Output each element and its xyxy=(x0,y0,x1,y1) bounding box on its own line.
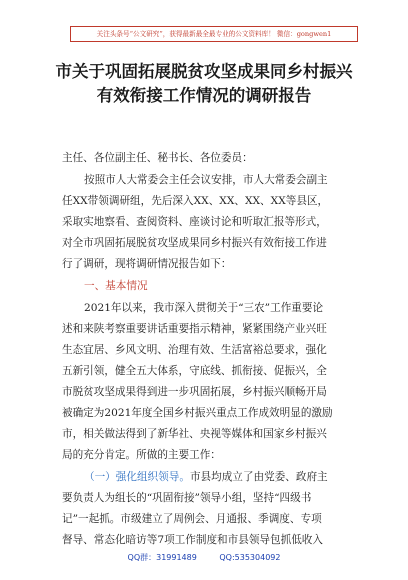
paragraph-line: 记”一起抓。市级建立了周例会、月通报、季调度、专项 xyxy=(62,513,322,525)
title-line-1: 市关于巩固拓展脱贫攻坚成果同乡村振兴 xyxy=(55,62,353,81)
paragraph-line: 五新引领，健全五大体系，守底线、抓衔接、促振兴，全 xyxy=(62,365,327,377)
document-title xyxy=(40,60,368,108)
paragraph-line: 2021年以来，我市深入贯彻关于“三农”工作重要论 xyxy=(84,302,324,314)
subsection-line xyxy=(84,467,376,488)
paragraph-line: 生态宜居、乡风文明、治理有效、生活富裕总要求，强化 xyxy=(62,344,327,356)
paragraph-line: 述和来陕考察重要讲话重要指示精神，紧紧围绕产业兴旺 xyxy=(62,323,327,335)
paragraph-line: 要负责人为组长的“巩固衔接”领导小组，坚持“四级书 xyxy=(62,492,312,504)
footer-qq: QQ:535304092 xyxy=(219,553,281,562)
footer-qq-group: QQ群：31991489 xyxy=(127,553,197,562)
paragraph-line: 任XX带领调研组，先后深入XX、XX、XX、XX等县区， xyxy=(62,195,329,207)
paragraph-line: 采取实地察看、查阅资料、座谈讨论和听取汇报等形式， xyxy=(62,216,327,228)
paragraph-line: 对全市巩固拓展脱贫攻坚成果同乡村振兴有效衔接工作进 xyxy=(62,237,327,249)
paragraph-line: 行了调研，现将调研情况报告如下： xyxy=(62,258,232,270)
paragraph-line: 市脱贫攻坚成果得到进一步巩固拓展，乡村振兴顺畅开局 xyxy=(62,386,327,398)
subsection-heading: （一）强化组织领导。 xyxy=(84,471,190,483)
paragraph-line: 按照市人大常委会主任会议安排，市人大常委会副主 xyxy=(84,174,328,186)
header-banner: 关注头条号“公文研究”，获得最新最全最专业的公文资料库！ 微信：gongwen1 xyxy=(70,26,358,42)
paragraph-line: 市，相关做法得到了新华社、央视等媒体和国家乡村振兴 xyxy=(62,428,327,440)
paragraph-line: 督导、常态化暗访等7项工作制度和市县领导包抓低收入 xyxy=(62,534,323,546)
section-heading: 一、基本情况 xyxy=(84,280,148,292)
paragraph-line: 局的充分肯定。所做的主要工作： xyxy=(62,449,221,461)
paragraph-line: 被确定为2021年度全国乡村振兴重点工作成效明显的激励 xyxy=(62,407,333,419)
footer xyxy=(0,552,408,563)
salutation: 主任、各位副主任、秘书长、各位委员： xyxy=(62,152,253,164)
title-line-2: 有效衔接工作情况的调研报告 xyxy=(96,86,312,105)
subsection-text: 市县均成立了由党委、政府主 xyxy=(189,471,328,483)
